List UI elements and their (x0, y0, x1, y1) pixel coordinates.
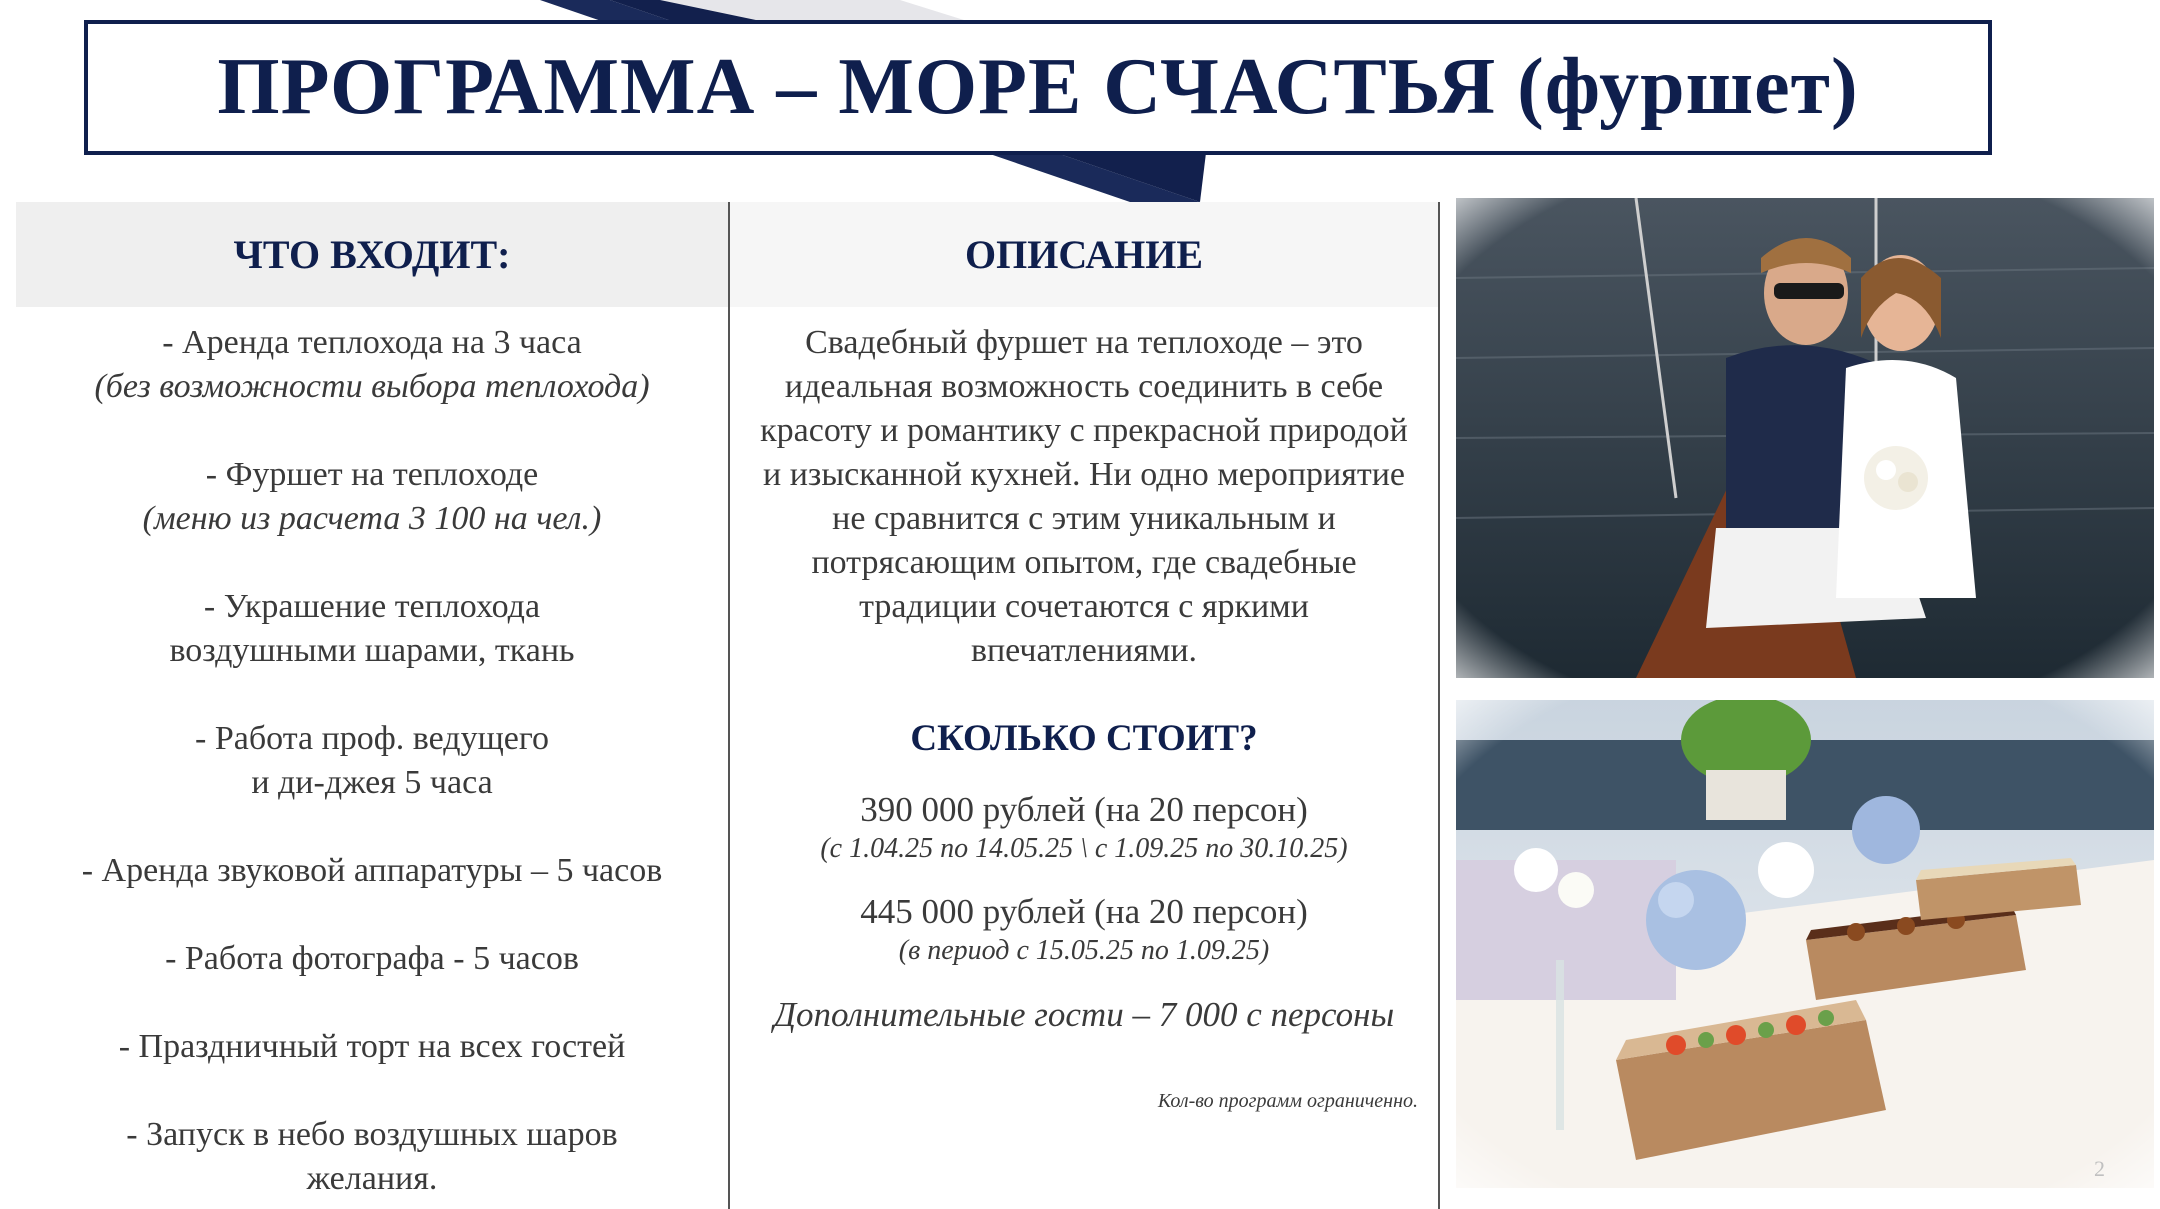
item-note: (меню из расчета 3 100 на чел.) (142, 500, 602, 537)
item-text: - Аренда звуковой аппаратуры – 5 часов (81, 852, 663, 889)
list-item (16, 849, 728, 893)
list-item (16, 585, 728, 673)
included-column (16, 202, 728, 1209)
description-body (730, 307, 1438, 1123)
list-item (16, 1113, 728, 1201)
price-value: 390 000 рублей (на 20 персон) (860, 790, 1308, 829)
page-title: ПРОГРАММА – МОРЕ СЧАСТЬЯ (фуршет) (217, 43, 1859, 131)
page-number: 2 (2094, 1156, 2105, 1181)
price-item (750, 789, 1418, 867)
description-text: Свадебный фуршет на теплоходе – это идеальная возможность соединить в себе красоту и романтику с прекрасной природой и изысканной кухней. Ни одно мероприятие не сравнится с этим уникальным и потрясающим опытом, где свадебные традиции сочетаются с яркими впечатлениями. (760, 324, 1408, 669)
title-banner (84, 20, 1992, 155)
item-note: (без возможности выбора теплохода) (94, 368, 650, 405)
extra-guests: Дополнительные гости – 7 000 с персоны (773, 995, 1395, 1034)
item-text: - Работа фотографа - 5 часов (165, 940, 579, 977)
list-item (16, 937, 728, 981)
item-text: - Праздничный торт на всех гостей (118, 1028, 626, 1065)
description-column (728, 202, 1440, 1209)
item-text: - Запуск в небо воздушных шаров (126, 1116, 618, 1153)
list-item (16, 717, 728, 805)
item-text: - Работа проф. ведущего (195, 720, 549, 757)
price-period: (с 1.04.25 по 14.05.25 \ с 1.09.25 по 30.10.25) (820, 833, 1348, 864)
price-item (750, 891, 1418, 969)
included-list (16, 307, 728, 1201)
list-item (16, 453, 728, 541)
item-text: - Украшение теплохода (203, 588, 541, 625)
included-header: ЧТО ВХОДИТ: (16, 202, 728, 307)
list-item (16, 1025, 728, 1069)
couple-photo (1456, 198, 2154, 678)
description-header: ОПИСАНИЕ (730, 202, 1438, 307)
list-item (16, 321, 728, 409)
price-period: (в период с 15.05.25 по 1.09.25) (898, 935, 1270, 966)
buffet-photo (1456, 700, 2154, 1188)
limited-note: Кол-во программ ограниченно. (1157, 1090, 1418, 1112)
price-header: СКОЛЬКО СТОИТ? (910, 718, 1258, 759)
item-text: желания. (306, 1160, 438, 1197)
item-text: воздушными шарами, ткань (169, 632, 575, 669)
item-text: и ди-джея 5 часа (251, 764, 493, 801)
item-text: - Аренда теплохода на 3 часа (162, 324, 582, 361)
price-value: 445 000 рублей (на 20 персон) (860, 892, 1308, 931)
item-text: - Фуршет на теплоходе (205, 456, 539, 493)
